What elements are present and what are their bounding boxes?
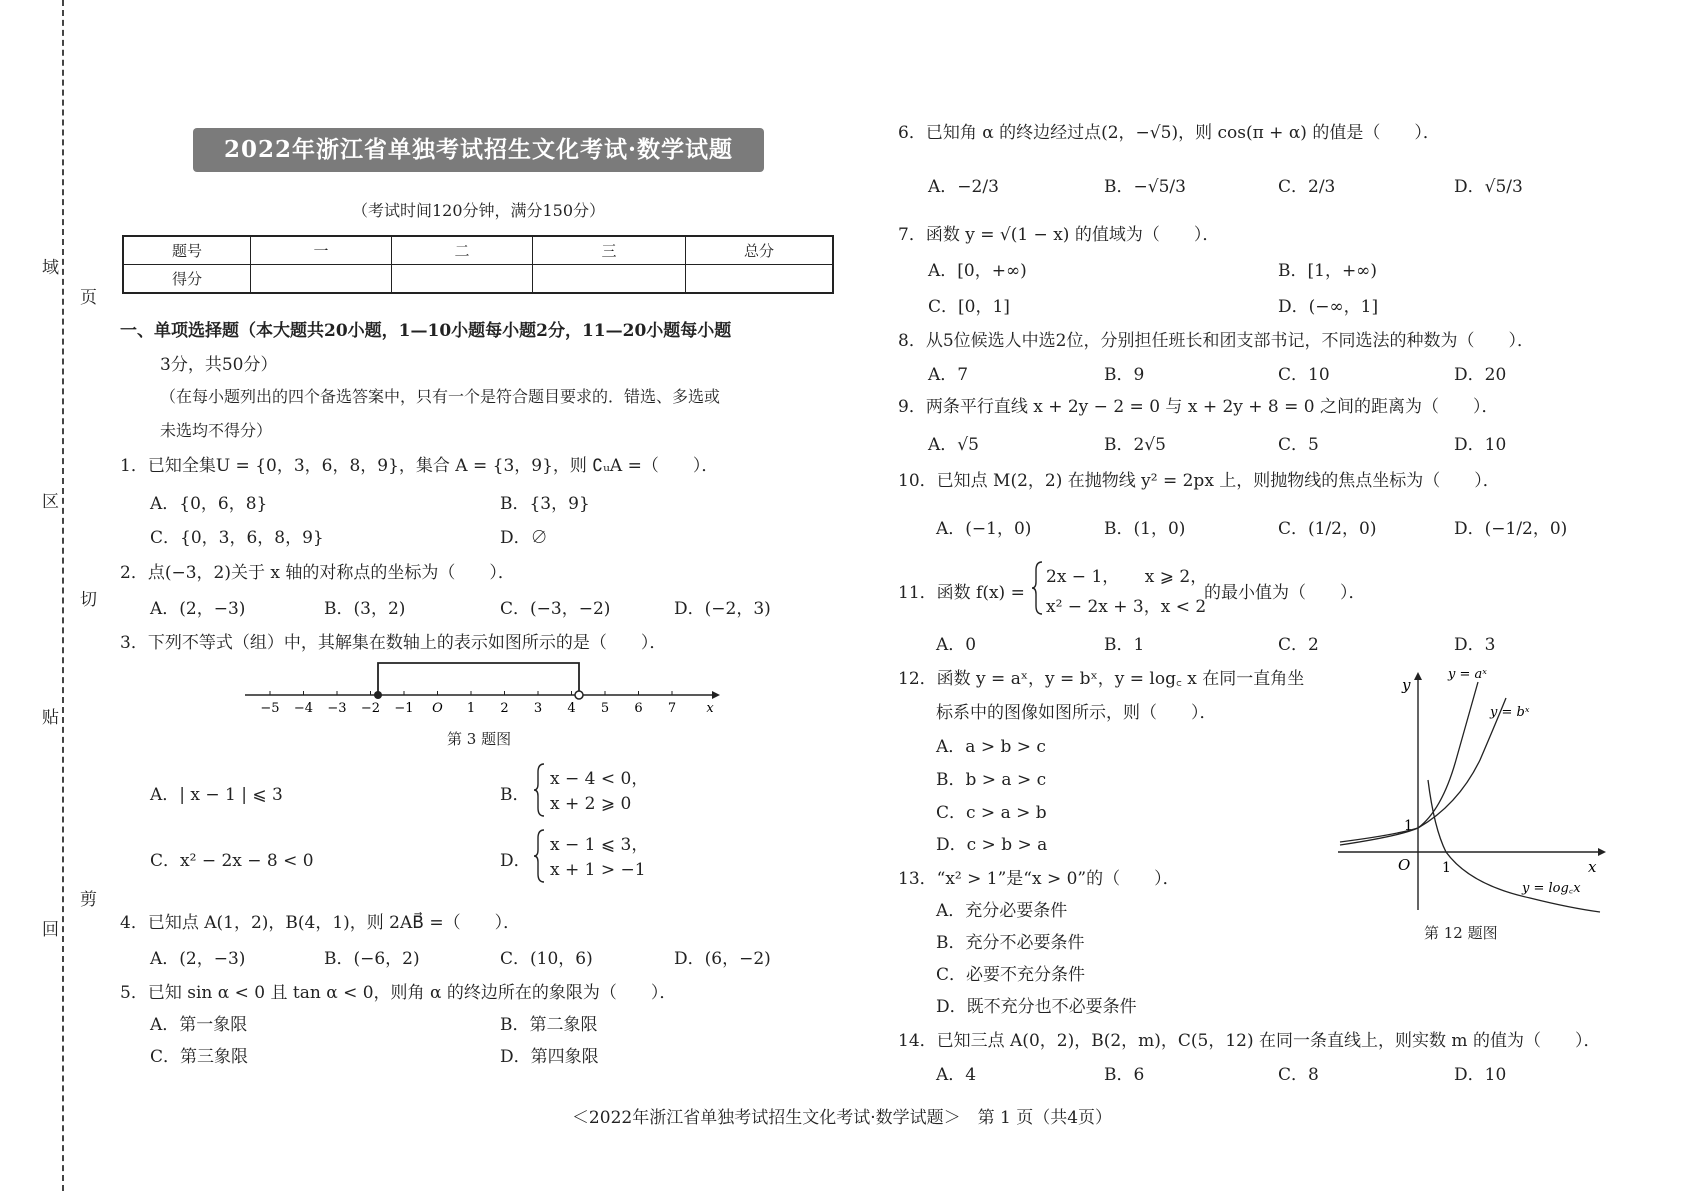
q1-option-b[interactable]: B．{3，9} [500,494,590,514]
q2-option-a[interactable]: A．(2，−3) [150,599,246,619]
exponential-log-graph [1330,660,1610,920]
q1-stem: 1．已知全集U = {0，3，6，8，9}，集合 A = {3，9}，则 ∁ᵤA =（ ）． [120,456,719,476]
score-cell[interactable] [533,265,686,294]
q12-caption: 第 12 题图 [1424,924,1498,942]
graph-label-origin: O [1398,856,1411,874]
q10-option-b[interactable]: B．(1，0) [1104,519,1186,539]
score-header: 总分 [686,236,834,265]
q6-option-c[interactable]: C．2/3 [1278,177,1336,197]
q8-option-b[interactable]: B．9 [1104,365,1145,385]
q7-option-d[interactable]: D．(−∞，1] [1278,297,1379,317]
q14-option-c[interactable]: C．8 [1278,1065,1319,1085]
cut-line [62,0,64,1191]
q5-option-d[interactable]: D．第四象限 [500,1047,599,1067]
q5-option-b[interactable]: B．第二象限 [500,1015,598,1035]
number-line-tick-label: 7 [667,701,677,715]
q6-stem: 6．已知角 α 的终边经过点(2，−√5)，则 cos(π + α) 的值是（ ）． [898,123,1440,143]
q5-stem: 5．已知 sin α < 0 且 tan α < 0，则角 α 的终边所在的象限为（ ）． [120,983,677,1003]
q6-option-b[interactable]: B．−√5/3 [1104,177,1186,197]
q14-option-d[interactable]: D．10 [1454,1065,1507,1085]
graph-label-1y: 1 [1404,818,1413,834]
number-line-tick-label: 5 [600,701,610,715]
q12-option-d[interactable]: D．c > b > a [936,835,1048,855]
q3-caption: 第 3 题图 [447,730,512,748]
q1-option-a[interactable]: A．{0，6，8} [150,494,268,514]
q13-option-b[interactable]: B．充分不必要条件 [936,933,1085,953]
q8-option-d[interactable]: D．20 [1454,365,1507,385]
graph-label-1x: 1 [1442,860,1451,876]
score-cell[interactable] [251,265,392,294]
q5-option-c[interactable]: C．第三象限 [150,1047,249,1067]
graph-label-y: y [1402,676,1411,694]
q11-option-b[interactable]: B．1 [1104,635,1145,655]
number-line-tick-label: x [706,701,714,715]
q5-option-a[interactable]: A．第一象限 [150,1015,248,1035]
score-header: 一 [251,236,392,265]
q11-stem-pre: 11．函数 f(x) = [898,583,1025,603]
side-label: 回 [38,920,58,937]
q7-stem: 7．函数 y = √(1 − x) 的值域为（ ）． [898,225,1220,245]
page-title: 2022年浙江省单独考试招生文化考试·数学试题 [193,128,764,172]
q7-option-a[interactable]: A．[0，+∞) [928,261,1027,281]
number-line-tick-label: 2 [500,701,509,715]
side-label: 区 [38,492,58,509]
q4-option-b[interactable]: B．(−6，2) [324,949,420,969]
side-label: 切 [76,590,96,607]
score-table [122,235,834,294]
side-label: 剪 [76,890,96,907]
q4-option-d[interactable]: D．(6，−2) [674,949,771,969]
q9-option-a[interactable]: A．√5 [928,435,979,455]
side-label: 贴 [38,708,58,725]
q13-option-a[interactable]: A．充分必要条件 [936,901,1068,921]
q12-option-b[interactable]: B．b > a > c [936,770,1047,790]
brace-icon [534,762,546,818]
number-line-tick-label: −1 [394,701,414,715]
q11-case1: 2x − 1， x ⩾ 2， [1046,567,1208,587]
section-heading-cont: 3分，共50分） [160,355,278,375]
number-line-figure [240,655,720,715]
q11-stem-post: 的最小值为（ ）． [1204,583,1366,603]
score-header: 三 [533,236,686,265]
q7-option-b[interactable]: B．[1，+∞) [1278,261,1377,281]
q4-option-c[interactable]: C．(10，6) [500,949,593,969]
q2-option-c[interactable]: C．(−3，−2) [500,599,611,619]
q4-option-a[interactable]: A．(2，−3) [150,949,246,969]
q2-option-d[interactable]: D．(−2，3) [674,599,771,619]
q13-option-d[interactable]: D．既不充分也不必要条件 [936,997,1137,1017]
q10-stem: 10．已知点 M(2，2) 在抛物线 y² = 2px 上，则抛物线的焦点坐标为（ ）． [898,471,1500,491]
q3-option-a[interactable]: A．| x − 1 | ⩽ 3 [150,785,283,805]
brace-icon [1032,560,1044,616]
q3-b-line1: x − 4 < 0， [550,769,649,789]
q11-option-c[interactable]: C．2 [1278,635,1319,655]
q12-option-c[interactable]: C．c > a > b [936,803,1047,823]
q2-stem: 2．点(−3，2)关于 x 轴的对称点的坐标为（ ）． [120,563,515,583]
q14-option-b[interactable]: B．6 [1104,1065,1145,1085]
number-line-tick-label: O [432,701,443,715]
q4-stem: 4．已知点 A(1，2)，B(4，1)，则 2AB⃗ =（ ）． [120,913,521,933]
page-footer: ＜2022年浙江省单独考试招生文化考试·数学试题＞ 第 1 页（共4页） [571,1108,1113,1128]
q9-stem: 9．两条平行直线 x + 2y − 2 = 0 与 x + 2y + 8 = 0 之间的距离为（ ）． [898,397,1499,417]
number-line-tick-label: 1 [466,701,476,715]
number-line-tick-label: −4 [293,701,314,715]
number-line-tick-label: 6 [634,701,643,715]
section-note: （在每小题列出的四个备选答案中，只有一个是符合题目要求的．错选、多选或 [160,387,721,406]
q10-option-c[interactable]: C．(1/2，0) [1278,519,1377,539]
q9-option-c[interactable]: C．5 [1278,435,1319,455]
q3-option-b-label[interactable]: B． [500,785,530,805]
curve-label-b: y = bˣ [1490,705,1530,720]
q9-option-b[interactable]: B．2√5 [1104,435,1166,455]
number-line-tick-label: 4 [567,701,576,715]
score-header: 二 [392,236,533,265]
q11-option-d[interactable]: D．3 [1454,635,1496,655]
q14-stem: 14．已知三点 A(0，2)，B(2，m)，C(5，12) 在同一条直线上，则实数 m 的值为（ ）． [898,1031,1601,1051]
curve-label-c: y = log꜀x [1522,881,1581,896]
q10-option-a[interactable]: A．(−1，0) [936,519,1032,539]
section-heading: 一、单项选择题（本大题共20小题，1—10小题每小题2分，11—20小题每小题 [120,321,732,341]
q14-option-a[interactable]: A．4 [936,1065,977,1085]
score-cell[interactable] [686,265,834,294]
q3-d-line2: x + 1 > −1 [550,860,646,880]
number-line-tick-label: 3 [533,701,543,715]
q12-stem-line2: 标系中的图像如图所示，则（ ）． [936,703,1217,723]
q10-option-d[interactable]: D．(−1/2，0) [1454,519,1568,539]
q1-option-c[interactable]: C．{0，3，6，8，9} [150,528,324,548]
q1-option-d[interactable]: D．∅ [500,528,548,548]
q8-option-a[interactable]: A．7 [928,365,969,385]
curve-label-a: y = aˣ [1448,667,1487,682]
number-line-tick-label: −2 [360,701,381,715]
q3-option-d-label[interactable]: D． [500,851,531,871]
score-row-label: 得分 [123,265,251,294]
score-cell[interactable] [392,265,533,294]
q8-stem: 8．从5位候选人中选2位，分别担任班长和团支部书记，不同选法的种数为（ ）． [898,331,1534,351]
side-label: 页 [76,288,96,305]
brace-icon [534,828,546,884]
q3-stem: 3．下列不等式（组）中，其解集在数轴上的表示如图所示的是（ ）． [120,633,667,653]
q9-option-d[interactable]: D．10 [1454,435,1507,455]
section-note: 未选均不得分） [160,421,273,440]
q12-option-a[interactable]: A．a > b > c [936,737,1046,757]
q13-option-c[interactable]: C．必要不充分条件 [936,965,1086,985]
q8-option-c[interactable]: C．10 [1278,365,1330,385]
graph-label-x: x [1588,858,1597,876]
number-line-tick-label: −5 [260,701,280,715]
q6-option-d[interactable]: D．√5/3 [1454,177,1523,197]
q3-d-line1: x − 1 ⩽ 3， [550,835,649,855]
q11-case2: x² − 2x + 3，x < 2 [1046,597,1207,617]
q13-stem: 13．“x² > 1”是“x > 0”的（ ）． [898,869,1180,889]
side-label: 域 [38,258,58,275]
number-line-tick-label: −3 [327,701,347,715]
q11-option-a[interactable]: A．0 [936,635,977,655]
q3-b-line2: x + 2 ⩾ 0 [550,794,632,814]
q6-option-a[interactable]: A．−2/3 [928,177,999,197]
score-header: 题号 [123,236,251,265]
q12-stem-line1: 12．函数 y = aˣ，y = bˣ，y = log꜀ x 在同一直角坐 [898,669,1305,689]
exam-subtitle: （考试时间120分钟，满分150分） [351,201,606,220]
q2-option-b[interactable]: B．(3，2) [324,599,406,619]
q3-option-c[interactable]: C．x² − 2x − 8 < 0 [150,851,314,871]
q7-option-c[interactable]: C．[0，1] [928,297,1010,317]
